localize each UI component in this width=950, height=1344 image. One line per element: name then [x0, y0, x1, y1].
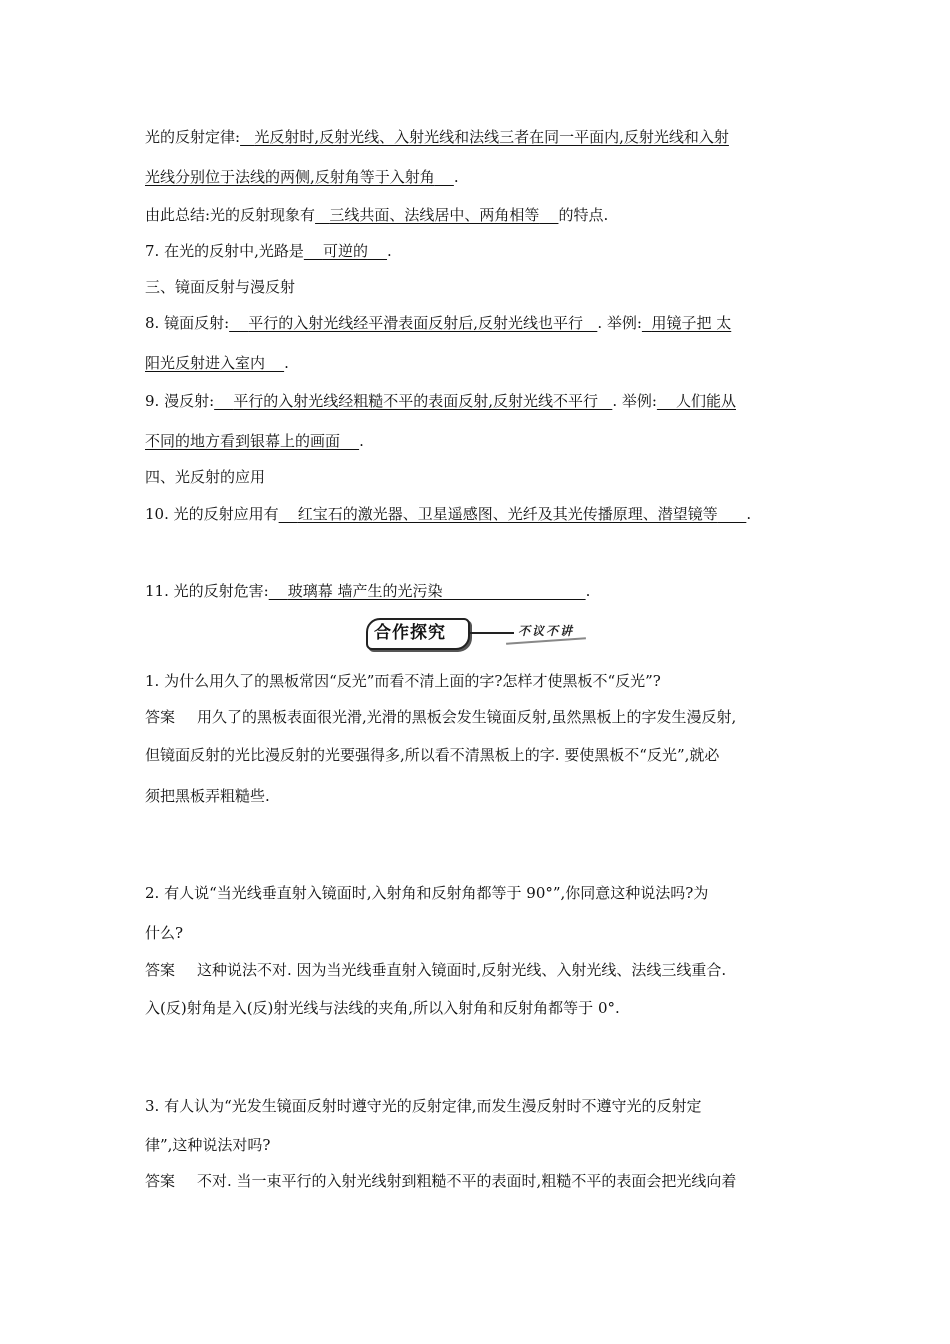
answer-label: 答案 [145, 961, 176, 979]
question-9-line-2 [145, 431, 364, 451]
period: . [387, 242, 392, 260]
answer-text: 这种说法不对. 因为当光线垂直射入镜面时,反射光线、入射光线、法线三线重合. [197, 961, 727, 979]
summary-label: 由此总结:光的反射现象有 [145, 206, 316, 224]
question-11-label: 11. 光的反射危害: [145, 582, 269, 600]
question-8-line-1 [145, 313, 731, 333]
inquiry-answer-2-line-1 [145, 960, 726, 980]
question-8-line-2 [145, 353, 289, 373]
question-8-example-2: 阳光反射进入室内 [145, 354, 266, 372]
summary-answer: 三线共面、法线居中、两角相等 [329, 206, 540, 224]
period: . [746, 505, 752, 523]
reflection-law-answer-2: 光线分别位于法线的两侧,反射角等于入射角 [145, 168, 435, 186]
reflection-law-label: 光的反射定律: [145, 128, 241, 146]
period: . [585, 582, 591, 600]
question-9-label: 9. 漫反射: [145, 392, 215, 410]
question-7-label: 7. 在光的反射中,光路是 [145, 242, 304, 260]
question-10 [145, 504, 751, 524]
inquiry-question-3-line-1: 3. 有人认为“光发生镜面反射时遵守光的反射定律,而发生漫反射时不遵守光的反射定 [145, 1097, 702, 1115]
answer-text: 用久了的黑板表面很光滑,光滑的黑板会发生镜面反射,虽然黑板上的字发生漫反射, [197, 708, 737, 726]
period: . [453, 168, 459, 186]
reflection-law-line-2 [145, 167, 459, 187]
summary-line [145, 205, 608, 225]
section-3-heading: 三、镜面反射与漫反射 [145, 278, 296, 296]
question-9-example-2: 不同的地方看到银幕上的画面 [145, 432, 341, 450]
question-9-answer: 平行的入射光线经粗糙不平的表面反射,反射光线不平行 [233, 392, 598, 410]
banner-title: 合作探究 [374, 623, 446, 643]
reflection-law-line-1 [145, 127, 729, 147]
example-label: . 举例: [612, 392, 657, 410]
period: . [359, 432, 364, 450]
banner-subtitle: 不议不讲 [518, 624, 575, 638]
inquiry-question-2-line-1: 2. 有人说“当光线垂直射入镜面时,入射角和反射角都等于 90°”,你同意这种说法吗?为 [145, 884, 709, 902]
inquiry-answer-1-line-2: 但镜面反射的光比漫反射的光要强得多,所以看不清黑板上的字. 要使黑板不“反光”,就必 [145, 746, 720, 764]
answer-text: 不对. 当一束平行的入射光线射到粗糙不平的表面时,粗糙不平的表面会把光线向着 [197, 1172, 737, 1190]
inquiry-answer-3-line-1 [145, 1171, 736, 1191]
inquiry-answer-2-line-2: 入(反)射角是入(反)射光线与法线的夹角,所以入射角和反射角都等于 0°. [145, 999, 620, 1017]
question-7-answer: 可逆的 [322, 242, 368, 260]
question-11-answer: 玻璃幕 墙产生的光污染 [287, 582, 443, 600]
question-10-answer: 红宝石的激光器、卫星遥感图、光纤及其光传播原理、潜望镜等 [297, 505, 718, 523]
summary-end: 的特点. [558, 206, 609, 224]
question-8-answer: 平行的入射光线经平滑表面反射后,反射光线也平行 [248, 314, 583, 332]
question-8-label: 8. 镜面反射: [145, 314, 230, 332]
answer-label: 答案 [145, 1172, 176, 1190]
banner-divider [470, 632, 514, 634]
cooperative-inquiry-banner [366, 616, 588, 650]
inquiry-question-1: 1. 为什么用久了的黑板常因“反光”而看不清上面的字?怎样才使黑板不“反光”? [145, 672, 661, 690]
question-9-line-1 [145, 391, 736, 411]
inquiry-answer-1-line-1 [145, 707, 736, 727]
question-9-example-1: 人们能从 [675, 392, 736, 410]
section-4-heading: 四、光反射的应用 [145, 468, 266, 486]
question-8-example-1: 用镜子把 太 [651, 314, 732, 332]
question-7 [145, 241, 392, 261]
inquiry-question-3-line-2: 律”,这种说法对吗? [145, 1136, 271, 1154]
inquiry-answer-1-line-3: 须把黑板弄粗糙些. [145, 787, 270, 805]
period: . [284, 354, 289, 372]
question-10-label: 10. 光的反射应用有 [145, 505, 279, 523]
example-label: . 举例: [597, 314, 642, 332]
question-11 [145, 581, 590, 601]
answer-label: 答案 [145, 708, 176, 726]
inquiry-question-2-line-2: 什么? [145, 924, 184, 942]
reflection-law-answer-1: 光反射时,反射光线、入射光线和法线三者在同一平面内,反射光线和入射 [254, 128, 729, 146]
